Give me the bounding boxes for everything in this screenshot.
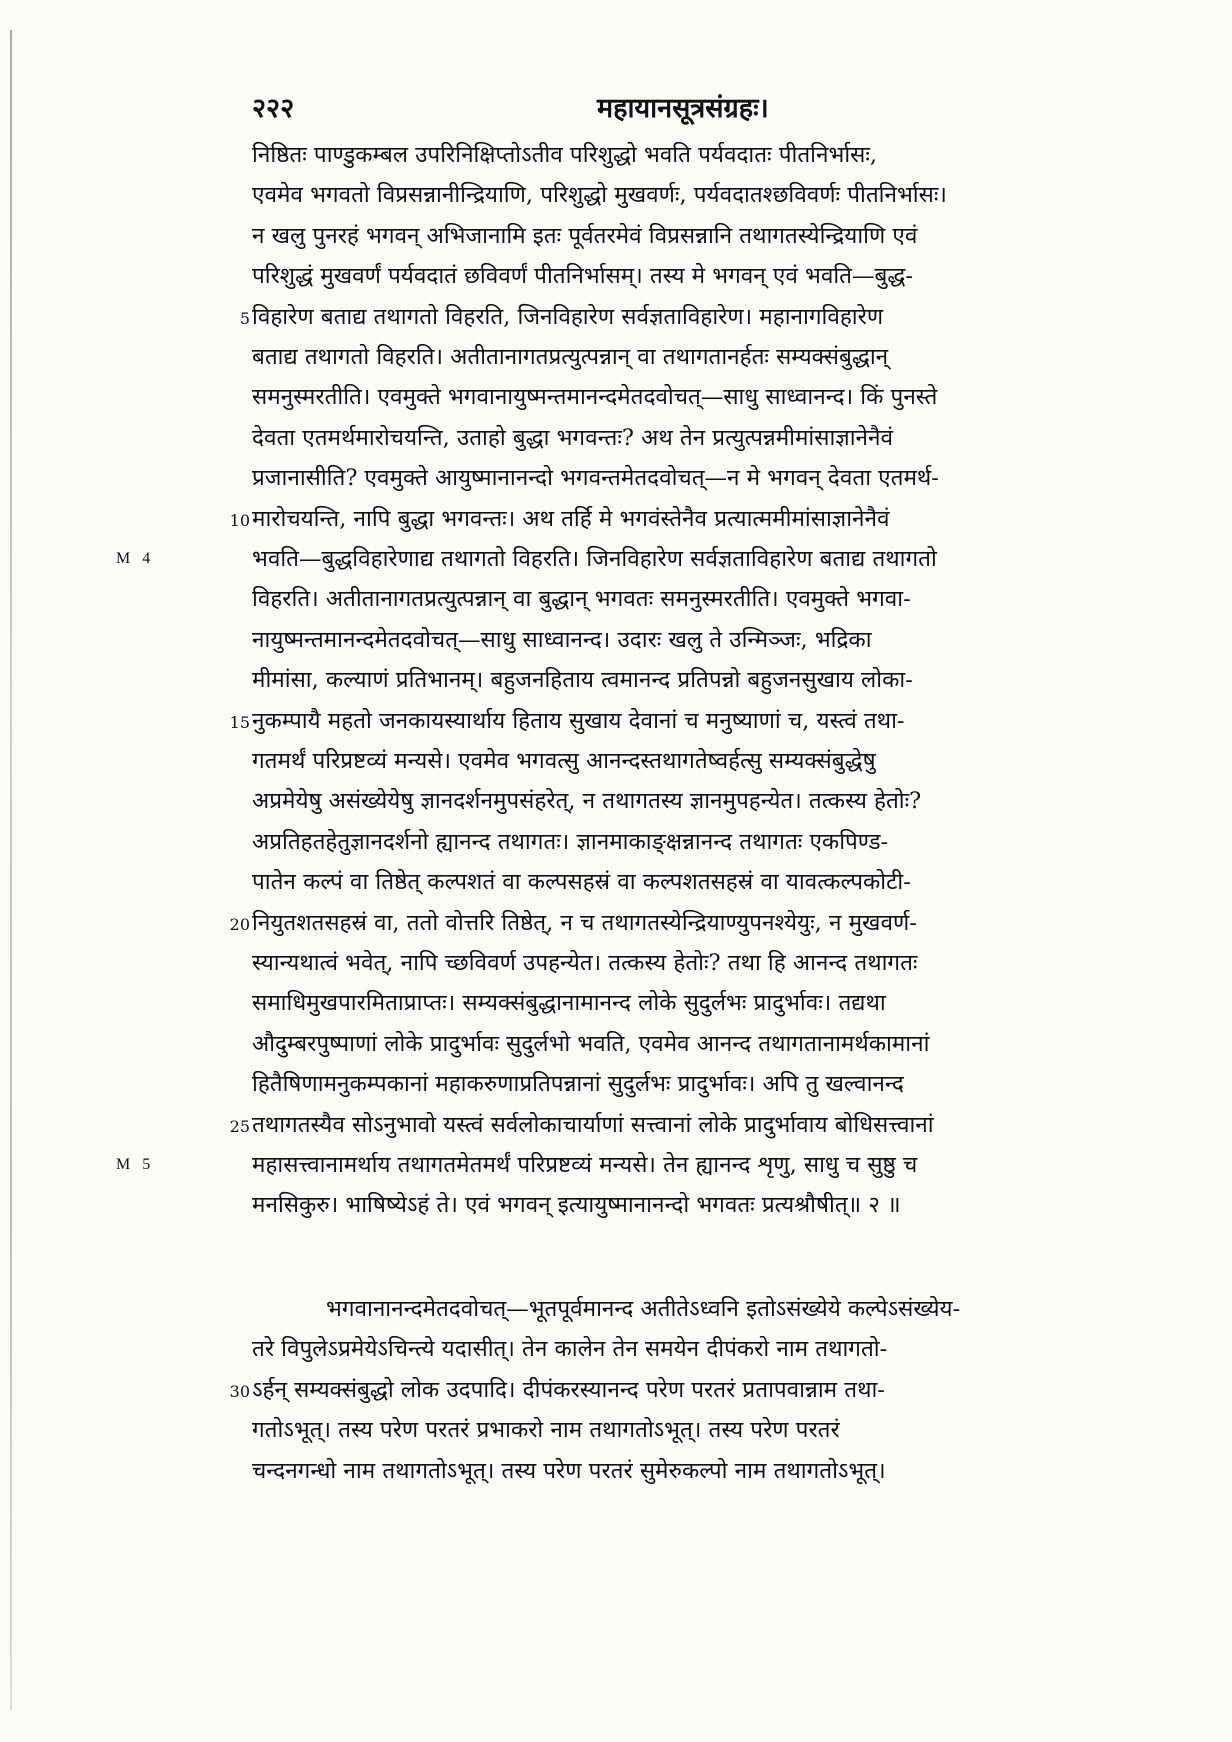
text-line: भवति—बुद्धविहारेणाद्य तथागतो विहरति। जिनविहारेण सर्वज्ञताविहारेण बताद्य तथागतो (252, 546, 937, 572)
text-line: समाधिमुखपारमिताप्राप्तः। सम्यक्संबुद्धानामानन्द लोके सुदुर्लभः प्रादुर्भावः। तद्यथा (252, 990, 886, 1016)
text-line: हितैषिणामनुकम्पकानां महाकरुणाप्रतिपन्नानां सुदुर्लभः प्रादुर्भावः। अपि तु खल्वानन्द (252, 1071, 904, 1097)
text-line: चन्दनगन्धो नाम तथागतोऽभूत्। तस्य परेण परतरं सुमेरुकल्पो नाम तथागतोऽभूत्। (252, 1458, 886, 1484)
text-line: महासत्त्वानामर्थाय तथागतमेतमर्थं परिप्रष्टव्यं मन्यसे। तेन ह्यानन्द शृणु, साधु च सुष्ठु च (252, 1152, 918, 1178)
text-line: तथागतस्यैव सोऽनुभावो यस्त्वं सर्वलोकाचार्याणां सत्त्वानां लोके प्रादुर्भावाय बोधिसत्त्वानां (252, 1112, 934, 1138)
margin-reference: M 5 (116, 1156, 155, 1173)
text-line: समनुस्मरतीति। एवमुक्ते भगवानायुष्मन्तमानन्दमेतदवोचत्—साधु साध्वानन्द। किं पुनस्ते (252, 384, 938, 410)
text-line: विहरति। अतीतानागतप्रत्युत्पन्नान् वा बुद्धान् भगवतः समनुस्मरतीति। एवमुक्ते भगवा- (252, 586, 911, 612)
text-line: प्रजानासीति? एवमुक्ते आयुष्मानानन्दो भगवन्तमेतदवोचत्—न मे भगवन् देवता एतमर्थ- (252, 465, 939, 491)
page-header (252, 88, 1152, 128)
line-number: 10 (229, 511, 250, 530)
line-number: 30 (229, 1382, 250, 1401)
line-number: 25 (229, 1117, 250, 1136)
text-line: मनसिकुरु। भाषिष्येऽहं ते। एवं भगवन् इत्यायुष्मानानन्दो भगवतः प्रत्यश्रौषीत्॥ २ ॥ (252, 1192, 901, 1218)
text-line: गतमर्थं परिप्रष्टव्यं मन्यसे। एवमेव भगवत्सु आनन्दस्तथागतेष्वर्हत्सु सम्यक्संबुद्धेषु (252, 748, 876, 774)
text-line: तरे विपुलेऽप्रमेयेऽचिन्त्ये यदासीत्। तेन कालेन तेन समयेन दीपंकरो नाम तथागतो- (252, 1336, 888, 1362)
text-line: नियुतशतसहस्रं वा, ततो वोत्तरि तिष्ठेत्, न च तथागतस्येन्द्रियाण्युपनश्येयुः, न मुखवर्ण- (252, 910, 917, 936)
line-number: 5 (239, 309, 250, 328)
margin-reference: M 4 (116, 550, 155, 567)
page-number: २२२ (252, 93, 295, 124)
text-line: बताद्य तथागतो विहरति। अतीतानागतप्रत्युत्पन्नान् वा तथागतानर्हतः सम्यक्संबुद्धान् (252, 344, 889, 370)
line-number: 15 (229, 713, 250, 732)
text-line: औदुम्बरपुष्पाणां लोके प्रादुर्भावः सुदुर्लभो भवति, एवमेव आनन्द तथागतानामर्थकामानां (252, 1031, 930, 1057)
text-line: भगवानानन्दमेतदवोचत्—भूतपूर्वमानन्द अतीतेऽध्वनि इतोऽसंख्येये कल्पेऽसंख्येय- (326, 1296, 961, 1322)
line-number: 20 (229, 915, 250, 934)
text-line: विहारेण बताद्य तथागतो विहरति, जिनविहारेण सर्वज्ञताविहारेण। महानागविहारेण (252, 304, 884, 330)
text-line: गतोऽभूत्। तस्य परेण परतरं प्रभाकरो नाम तथागतोऽभूत्। तस्य परेण परतरं (252, 1417, 840, 1443)
text-line: परिशुद्धं मुखवर्णं पर्यवदातं छविवर्णं पीतनिर्भासम्। तस्य मे भगवन् एवं भवति—बुद्ध- (252, 263, 913, 289)
text-line: नुकम्पायै महतो जनकायस्यार्थाय हिताय सुखाय देवानां च मनुष्याणां च, यस्त्वं तथा- (252, 708, 905, 734)
text-line: न खलु पुनरहं भगवन् अभिजानामि इतः पूर्वतरमेवं विप्रसन्नानि तथागतस्येन्द्रियाणि एवं (252, 223, 918, 249)
text-line: मीमांसा, कल्याणं प्रतिभानम्। बहुजनहिताय त्वमानन्द प्रतिपन्नो बहुजनसुखाय लोका- (252, 667, 913, 693)
running-title: महायानसूत्रसंग्रहः। (597, 93, 769, 124)
text-line: देवता एतमर्थमारोचयन्ति, उताहो बुद्धा भगवन्तः? अथ तेन प्रत्युत्पन्नमीमांसाज्ञानेनैवं (252, 425, 894, 451)
text-line: नायुष्मन्तमानन्दमेतदवोचत्—साधु साध्वानन्द। उदारः खलु ते उन्मिञ्जः, भद्रिका (252, 627, 872, 653)
text-line: अप्रतिहतहेतुज्ञानदर्शनो ह्यानन्द तथागतः। ज्ञानमाकाङ्क्षन्नानन्द तथागतः एकपिण्ड- (252, 829, 889, 855)
text-line: ऽर्हन् सम्यक्संबुद्धो लोक उदपादि। दीपंकरस्यानन्द परेण परतरं प्रतापवान्नाम तथा- (252, 1377, 885, 1403)
text-line: एवमेव भगवतो विप्रसन्नानीन्द्रियाणि, परिशुद्धो मुखवर्णः, पर्यवदातश्छविवर्णः पीतनिर्भासः। (252, 182, 947, 208)
text-line: मारोचयन्ति, नापि बुद्धा भगवन्तः। अथ तर्हि मे भगवंस्तेनैव प्रत्यात्ममीमांसाज्ञानेनैवं (252, 506, 890, 532)
text-line: निष्ठितः पाण्डुकम्बल उपरिनिक्षिप्तोऽतीव परिशुद्धो भवति पर्यवदातः पीतनिर्भासः, (252, 142, 878, 168)
text-line: अप्रमेयेषु असंख्येयेषु ज्ञानदर्शनमुपसंहरेत्, न तथागतस्य ज्ञानमुपहन्येत। तत्कस्य हेतोः? (252, 788, 922, 814)
text-line: स्यान्यथात्वं भवेत्, नापि च्छविवर्ण उपहन्येत। तत्कस्य हेतोः? तथा हि आनन्द तथागतः (252, 950, 918, 976)
text-line: पातेन कल्पं वा तिष्ठेत् कल्पशतं वा कल्पसहस्रं वा कल्पशतसहस्रं वा यावत्कल्पकोटी- (252, 869, 911, 895)
